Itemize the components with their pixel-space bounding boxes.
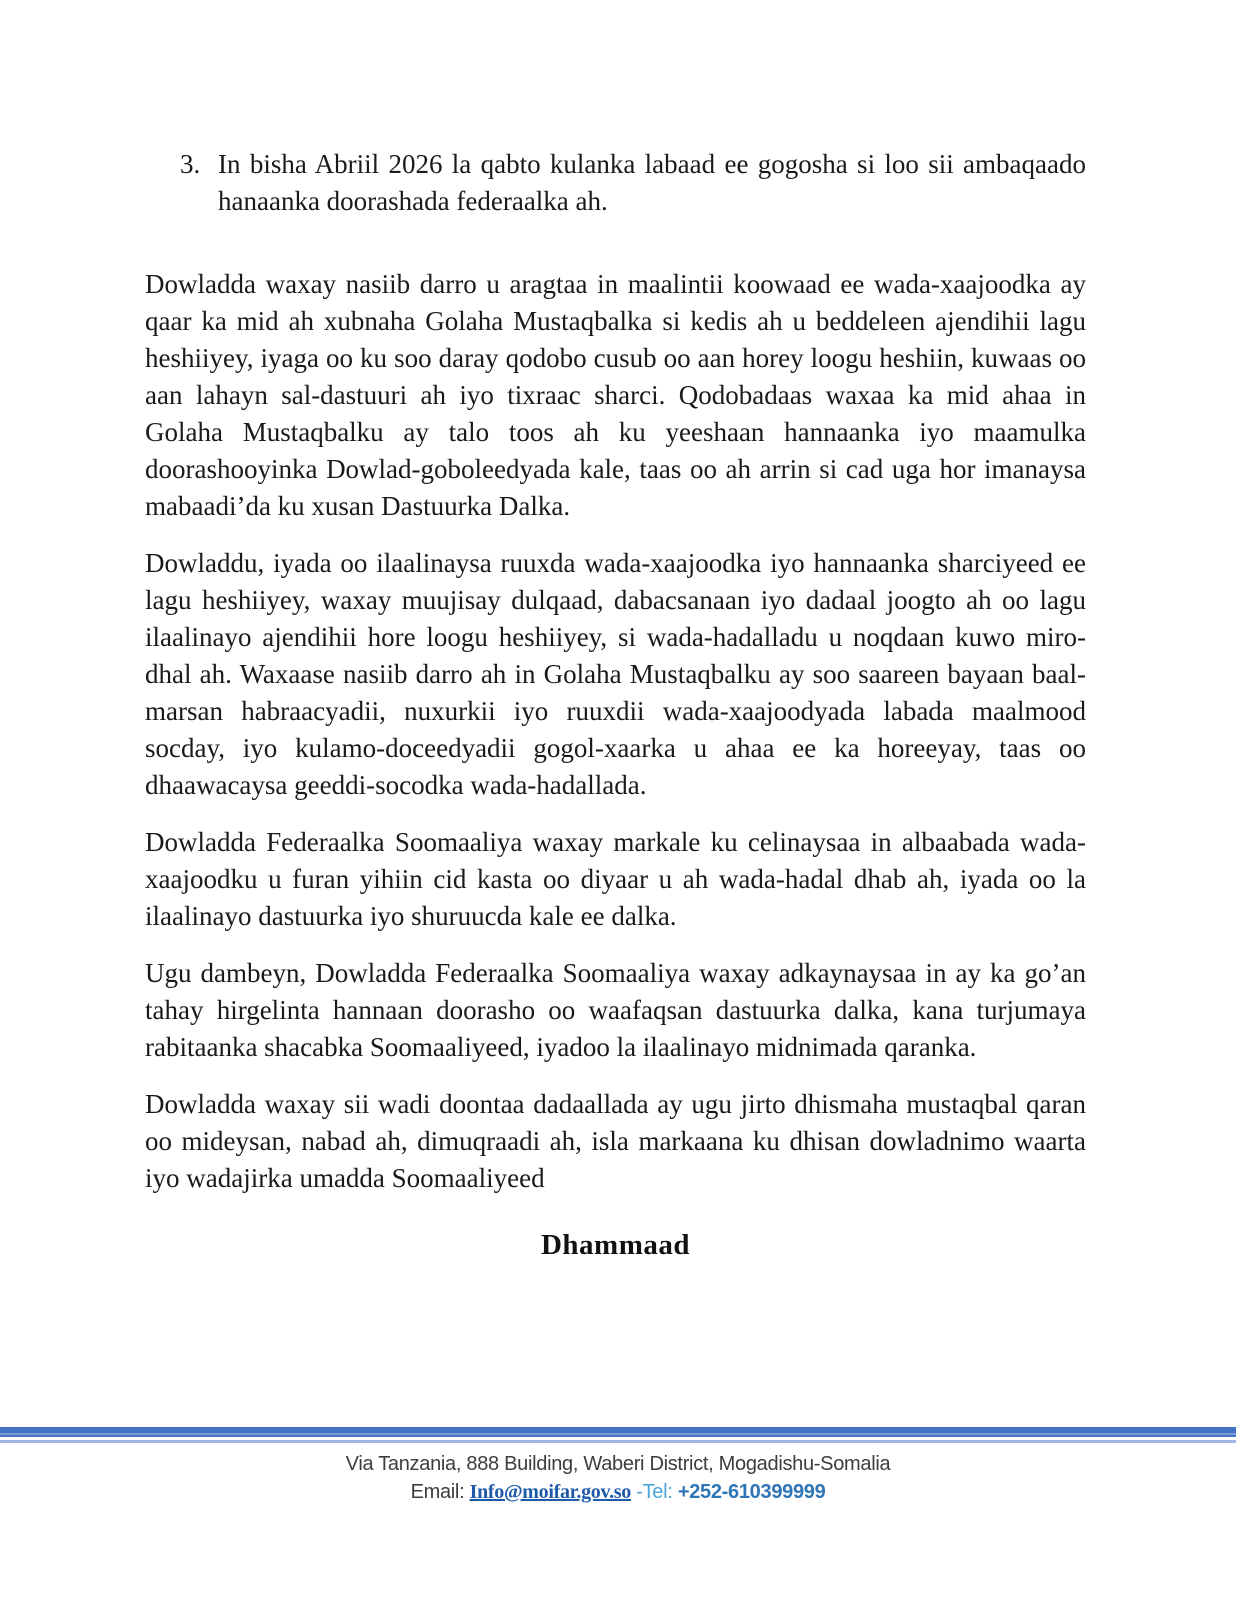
closing-word: Dhammaad [540, 1229, 690, 1261]
paragraph-5: Dowladda waxay sii wadi doontaa dadaallada ay ugu jirto dhismaha mustaqbal qaran oo mideysan, nabad ah, dimuqraadi ah, isla markaana ku dhisan dowladnimo waarta iyo wadajirka umadda Soomaaliyeed [145, 1089, 1086, 1193]
numbered-list-item-3 [145, 146, 1086, 220]
tel-label: -Tel: [636, 1481, 673, 1503]
list-item-number: 3. [180, 149, 201, 179]
document-body [145, 0, 1086, 1262]
page-footer [0, 1427, 1236, 1506]
paragraph-4: Ugu dambeyn, Dowladda Federaalka Soomaaliya waxay adkaynaysaa in ay ka go’an tahay hirgelinta hannaan doorasho oo waafaqsan dastuurka dalka, kana turjumaya rabitaanka shacabka Soomaaliyeed, iyadoo la ilaalinayo midnimada qaranka. [145, 958, 1086, 1062]
email-label: Email: [410, 1481, 465, 1503]
paragraph-1: Dowladda waxay nasiib darro u aragtaa in maalintii koowaad ee wada-xaajoodka ay qaar ka mid ah xubnaha Golaha Mustaqbalka si kedis ah u beddeleen ajendihii lagu heshiiyey, iyaga oo ku soo daray qodobo cusub oo aan horey loogu heshiin, kuwaas oo aan lahayn sal-dastuuri ah iyo tixraac sharci. Qodobadaas waxaa ka mid ahaa in Golaha Mustaqbalku ay talo toos ah ku yeeshaan hannaanka iyo maamulka doorashooyinka Dowlad-goboleedyada kale, taas oo ah arrin si cad uga hor imanaysa mabaadi’da ku xusan Dastuurka Dalka. [145, 269, 1086, 521]
email-link[interactable]: Info@moifar.gov.so [469, 1481, 631, 1503]
footer-divider [0, 1427, 1236, 1443]
footer-address: Via Tanzania, 888 Building, Waberi District, Mogadishu-Somalia [345, 1453, 891, 1475]
paragraph-2: Dowladdu, iyada oo ilaalinaysa ruuxda wada-xaajoodka iyo hannaanka sharciyeed ee lagu heshiiyey, waxay muujisay dulqaad, dabacsanaan iyo dadaal joogto ah oo lagu ilaalinayo ajendihii hore loogu heshiiyey, si wada-hadalladu u noqdaan kuwo miro-dhal ah. Waxaase nasiib darro ah in Golaha Mustaqbalku ay soo saareen bayaan baal-marsan habraacyadii, nuxurkii iyo ruuxdii wada-xaajoodyada labada maalmood socday, iyo kulamo-doceedyadii gogol-xaarka u ahaa ee ka horeeyay, taas oo dhaawacaysa geeddi-socodka wada-hadallada. [145, 548, 1086, 800]
list-item-text: In bisha Abriil 2026 la qabto kulanka labaad ee gogosha si loo sii ambaqaado hanaanka doorashada federaalka ah. [218, 149, 1086, 216]
phone-number: +252-610399999 [677, 1481, 826, 1503]
divider-thick-line [0, 1427, 1236, 1437]
divider-thin-line [0, 1440, 1236, 1443]
footer-contact-line [0, 1479, 1236, 1506]
paragraph-3: Dowladda Federaalka Soomaaliya waxay markale ku celinaysaa in albaabada wada-xaajoodku u furan yihiin cid kasta oo diyaar u ah wada-hadal dhab ah, iyada oo la ilaalinayo dastuurka iyo shuruucda kale ee dalka. [145, 827, 1086, 931]
